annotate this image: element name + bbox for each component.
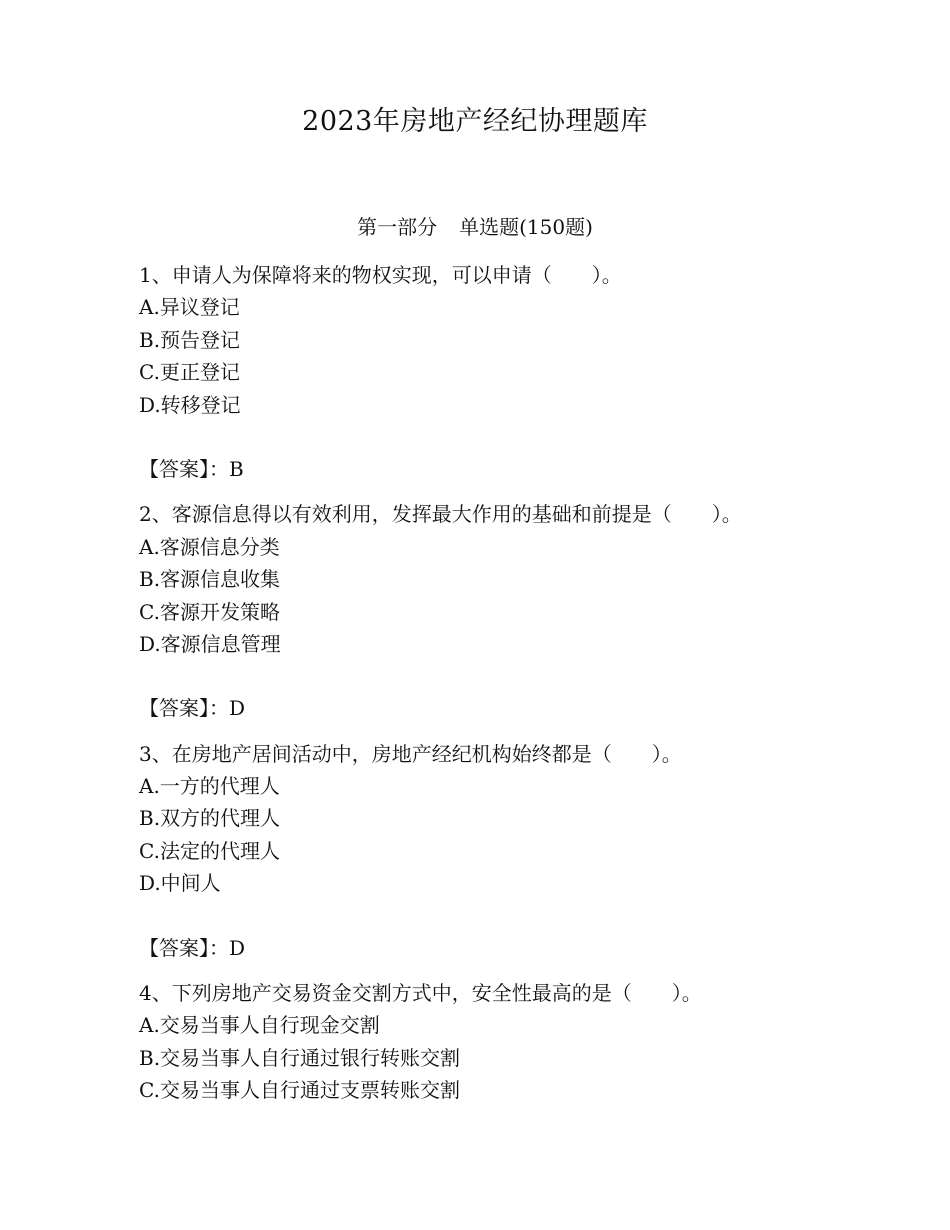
option-a: A.客源信息分类 [139,534,280,559]
option-c: C.法定的代理人 [139,838,280,863]
option-b: B.交易当事人自行通过银行转账交割 [139,1045,461,1070]
option-c: C.客源开发策略 [139,599,280,624]
option-a: A.一方的代理人 [139,774,280,799]
option-d: D.客源信息管理 [139,631,281,656]
answer-value: D [229,935,246,960]
section-part: 第一部分 [357,215,438,239]
option-b: B.客源信息收集 [139,567,281,592]
question-2 [139,498,929,724]
option-b: B.预告登记 [139,327,241,352]
question-4 [139,977,929,1107]
answer-line [139,692,929,724]
option-c: C.交易当事人自行通过支票转账交割 [139,1078,460,1103]
section-heading [0,212,950,242]
option-d: D.中间人 [139,871,221,896]
option-a: A.异议登记 [139,295,240,320]
page-title: 2023年房地产经纪协理题库 [302,106,648,137]
section-name: 单选题(150题) [459,215,593,239]
option-d: D.转移登记 [139,392,241,417]
question-list [139,259,929,1107]
option-b: B.双方的代理人 [139,806,281,831]
question-stem: 4、下列房地产交易资金交割方式中，安全性最高的是（ ）。 [139,981,702,1006]
answer-label: 【答案】： [139,456,229,481]
question-3 [139,738,929,964]
question-stem: 3、在房地产居间活动中，房地产经纪机构始终都是（ ）。 [139,741,682,766]
answer-line [139,453,929,485]
answer-value: B [229,456,244,481]
option-c: C.更正登记 [139,360,240,385]
answer-label: 【答案】： [139,696,229,721]
option-a: A.交易当事人自行现金交割 [139,1013,380,1038]
answer-label: 【答案】： [139,935,229,960]
question-stem: 2、客源信息得以有效利用，发挥最大作用的基础和前提是（ ）。 [139,502,742,527]
answer-value: D [229,696,246,721]
answer-line [139,932,929,964]
question-1 [139,259,929,485]
question-stem: 1、申请人为保障将来的物权实现，可以申请（ ）。 [139,263,622,287]
